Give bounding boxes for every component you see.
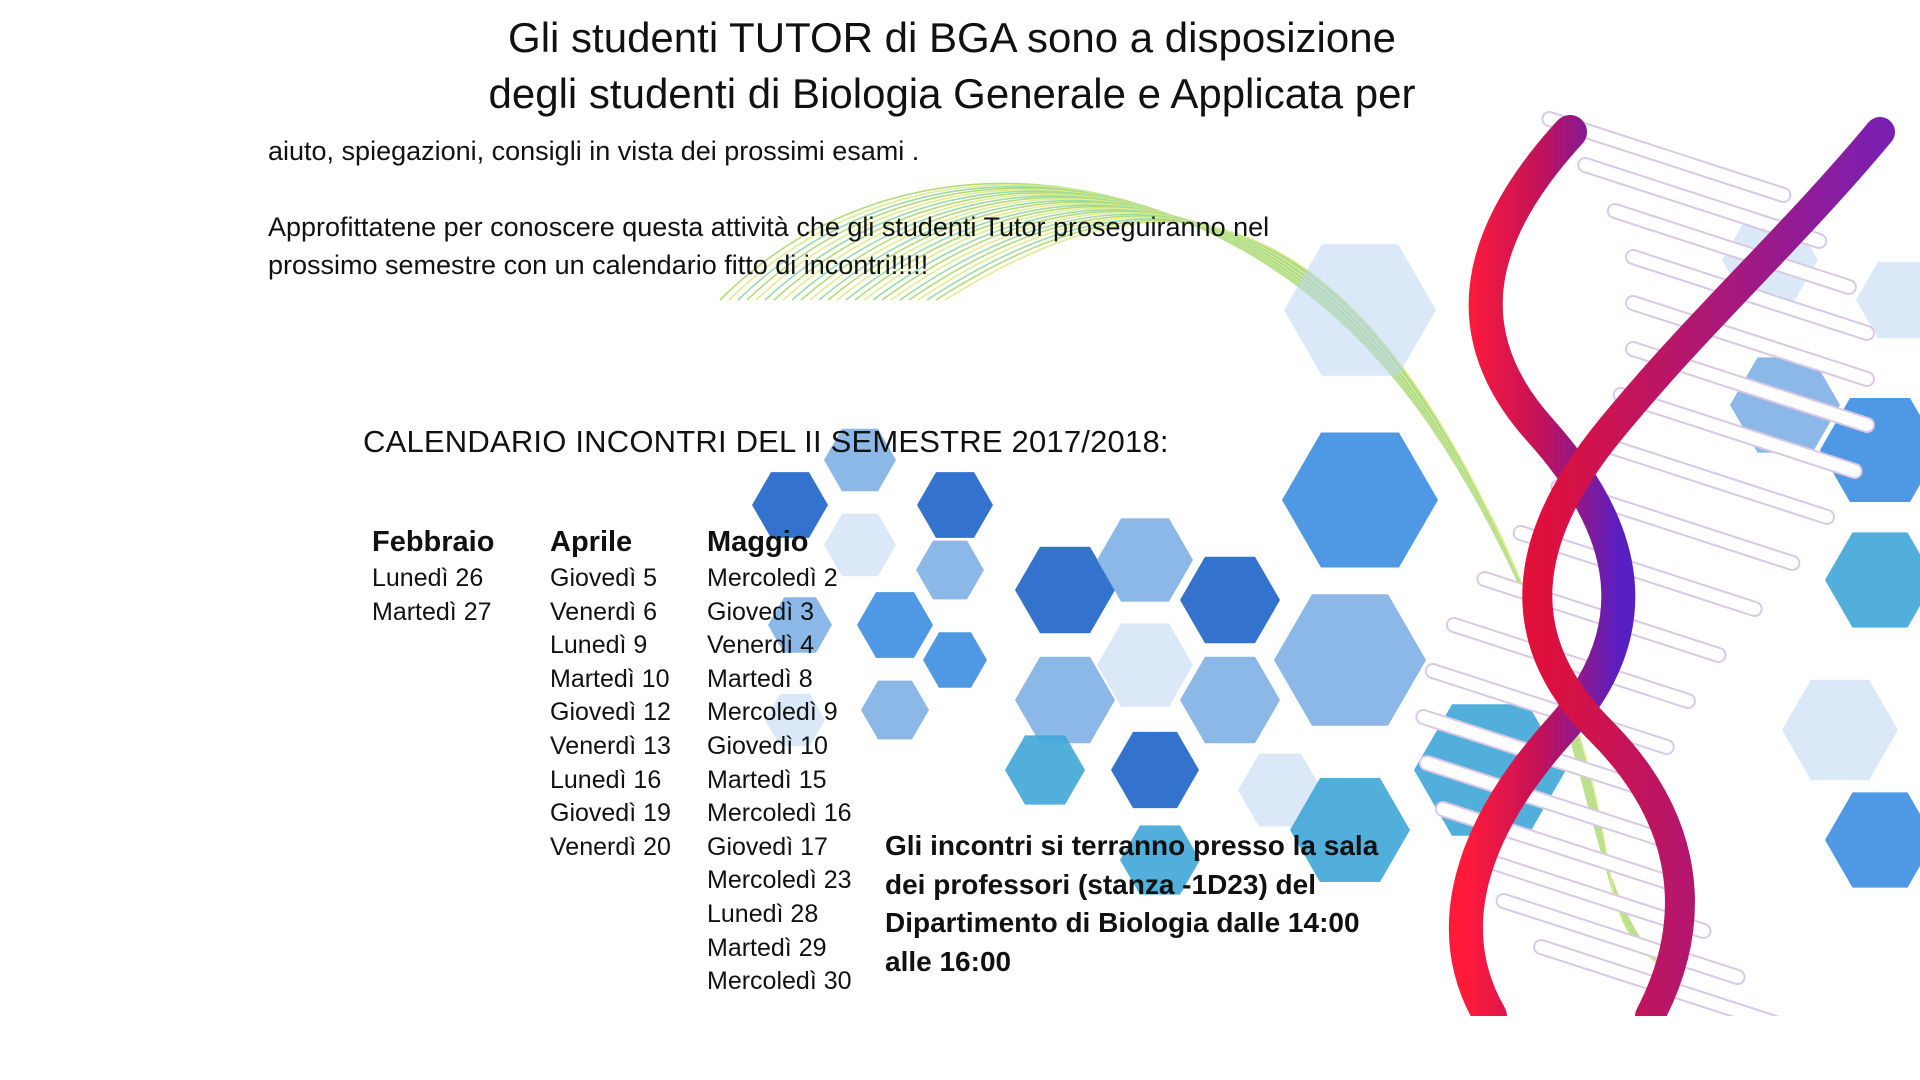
- date-item: Mercoledì 23: [707, 866, 852, 895]
- hexagon-shape: [923, 632, 987, 687]
- location-note-line: Gli incontri si terranno presso la sala: [885, 830, 1379, 861]
- date-item: Giovedì 17: [707, 832, 828, 861]
- hexagon-shape: [1274, 594, 1426, 726]
- date-item: Lunedì 16: [550, 765, 662, 794]
- intro-line-1: aiuto, spiegazioni, consigli in vista dei prossimi esami .: [268, 136, 920, 166]
- hexagon-shape: [1284, 244, 1436, 376]
- month-name: Maggio: [707, 526, 809, 558]
- date-item: Mercoledì 2: [707, 564, 838, 592]
- date-item: Lunedì 9: [550, 631, 648, 660]
- date-item: Giovedì 10: [707, 731, 828, 760]
- date-item: Giovedì 19: [550, 799, 671, 828]
- hexagon-shape: [1111, 732, 1199, 808]
- hexagon-shape: [1282, 433, 1438, 568]
- date-item: Mercoledì 30: [707, 967, 852, 996]
- hexagon-shape: [1005, 735, 1085, 804]
- location-note: [885, 827, 1445, 981]
- date-item: Venerdì 4: [707, 631, 815, 660]
- date-item: Lunedì 28: [707, 899, 819, 928]
- date-item: Giovedì 5: [550, 564, 658, 592]
- location-note-line: dei professori (stanza -1D23) del: [885, 868, 1317, 900]
- hexagon-shape: [916, 541, 984, 600]
- hexagon-shape: [857, 592, 933, 658]
- location-note-line: Dipartimento di Biologia dalle 14:00: [885, 907, 1360, 938]
- month-column-february: [372, 522, 494, 629]
- hexagon-pattern: [752, 218, 1920, 894]
- month-name: Aprile: [550, 526, 633, 558]
- hexagon-shape: [917, 472, 993, 538]
- date-item: Lunedì 26: [372, 564, 484, 592]
- date-item: Martedì 8: [707, 664, 813, 693]
- date-item: Mercoledì 16: [707, 799, 852, 828]
- month-name: Febbraio: [372, 526, 495, 558]
- date-item: Martedì 27: [372, 597, 492, 626]
- hexagon-shape: [1180, 557, 1280, 644]
- hexagon-shape: [1825, 532, 1920, 627]
- hexagon-shape: [1825, 792, 1920, 887]
- location-note-line: alle 16:00: [885, 945, 1012, 977]
- date-item: Venerdì 6: [550, 597, 658, 626]
- date-item: Martedì 10: [550, 664, 670, 693]
- intro-line-2: Approfittatene per conoscere questa attività che gli studenti Tutor proseguiranno nel: [268, 212, 1270, 242]
- date-item: Giovedì 3: [707, 597, 815, 626]
- month-column-may: [707, 522, 852, 999]
- date-item: Martedì 29: [707, 933, 827, 962]
- date-item: Martedì 15: [707, 765, 827, 794]
- calendar-heading: CALENDARIO INCONTRI DEL II SEMESTRE 2017/2018:: [363, 424, 1169, 459]
- hexagon-shape: [1782, 680, 1898, 780]
- hexagon-shape: [1180, 657, 1280, 744]
- date-item: Giovedì 12: [550, 698, 671, 727]
- date-item: Mercoledì 9: [707, 698, 838, 727]
- page-title-line-1: Gli studenti TUTOR di BGA sono a disposizione: [508, 14, 1396, 61]
- date-item: Venerdì 20: [550, 832, 671, 861]
- intro-line-3: prossimo semestre con un calendario fitto di incontri!!!!!: [268, 250, 929, 280]
- date-item: Venerdì 13: [550, 731, 671, 760]
- page-title-line-2: degli studenti di Biologia Generale e Applicata per: [488, 70, 1416, 117]
- month-column-april: [550, 522, 671, 864]
- hexagon-shape: [861, 681, 929, 740]
